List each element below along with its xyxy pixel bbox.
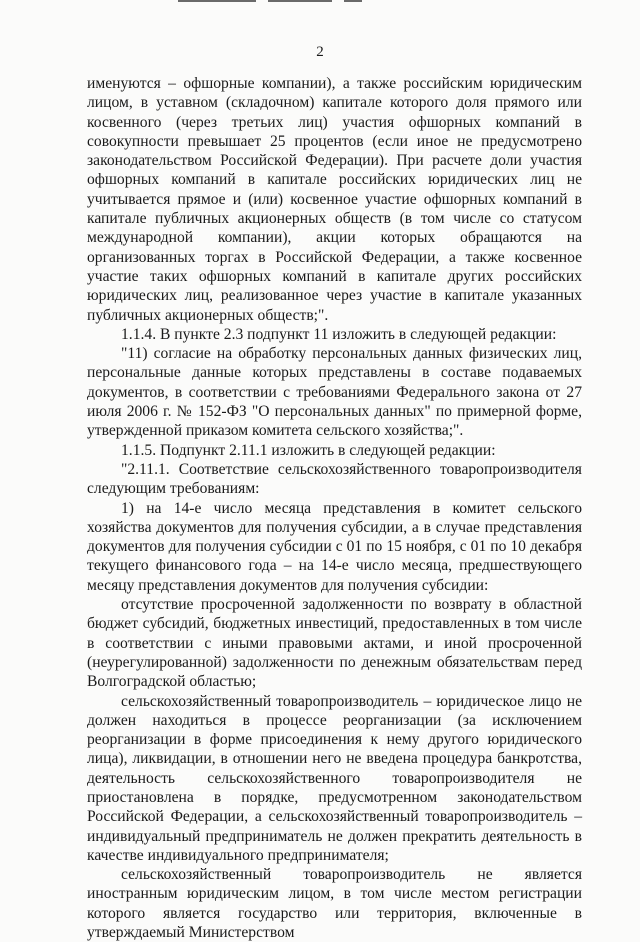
paragraph-item-1-1-5: 1.1.5. Подпункт 2.11.1 изложить в следующей редакции: bbox=[121, 441, 496, 459]
page-number: 2 bbox=[316, 44, 324, 60]
paragraph-subitem-2-11-1: "2.11.1. Соответствие сельскохозяйственного товаропроизводителя следующим требованиям: bbox=[87, 460, 582, 498]
document-body bbox=[87, 74, 582, 942]
paragraph-offshore-definition: именуются – офшорные компании), а также российским юридическим лицом, в уставном (складочном) капитале которого доля прямого или косвенного (через третьих лиц) участия офшорных компаний в совокупности превышает 25 процентов (если иное не предусмотрено законодательством Российской Федерации). При расчете доли участия офшорных компаний в капитале российских юридических лиц не учитывается прямое и (или) косвенное участие офшорных компаний в капитале публичных акционерных обществ (в том числе со статусом международной компании), акции которых обращаются на организованных торгах в Российской Федерации, а также косвенное участие таких офшорных компаний в капитале других российских юридических лиц, реализованное через участие в капитале указанных публичных акционерных обществ;". bbox=[87, 75, 582, 324]
paragraph-requirement-1: 1) на 14-е число месяца представления в комитет сельского хозяйства документов для получения субсидии, а в случае представления документов для получения субсидии с 01 по 15 ноября, с 01 по 10 декабря текущего финансового года – на 14-е число месяца, предшествующего месяцу представления документов для получения субсидии: bbox=[87, 499, 582, 594]
scan-edge-artifact bbox=[0, 0, 640, 4]
paragraph-subitem-11: "11) согласие на обработку персональных данных физических лиц, персональные данные которых представлены в составе подаваемых документов, в соответствии с требованиями Федерального закона от 27 июля 2006 г. № 152-ФЗ "О персональных данных" по примерной форме, утвержденной приказом комитета сельского хозяйства;". bbox=[87, 345, 582, 440]
paragraph-not-foreign-entity: сельскохозяйственный товаропроизводитель не является иностранным юридическим лицом, в том числе местом регистрации которого является государство или территория, включенные в утверждаемый Министерством bbox=[87, 866, 582, 942]
paragraph-no-reorganization: сельскохозяйственный товаропроизводитель – юридическое лицо не должен находиться в процессе реорганизации (за исключением реорганизации в форме присоединения к нему другого юридического лица), ликвидации, в отношении него не введена процедура банкротства, деятельность сельскохозяйственного товаропроизводителя не приостановлена в порядке, предусмотренном законодательством Российской Федерации, а сельскохозяйственный товаропроизводитель – индивидуальный предприниматель не должен прекратить деятельность в качестве индивидуального предпринимателя; bbox=[87, 692, 582, 864]
paragraph-item-1-1-4: 1.1.4. В пункте 2.3 подпункт 11 изложить в следующей редакции: bbox=[121, 325, 557, 343]
paragraph-no-overdue-debt: отсутствие просроченной задолженности по возврату в областной бюджет субсидий, бюджетных инвестиций, предоставленных в том числе в соответствии с иными правовыми актами, и иной просроченной (неурегулированной) задолженности по денежным обязательствам перед Волгоградской областью; bbox=[87, 596, 582, 691]
